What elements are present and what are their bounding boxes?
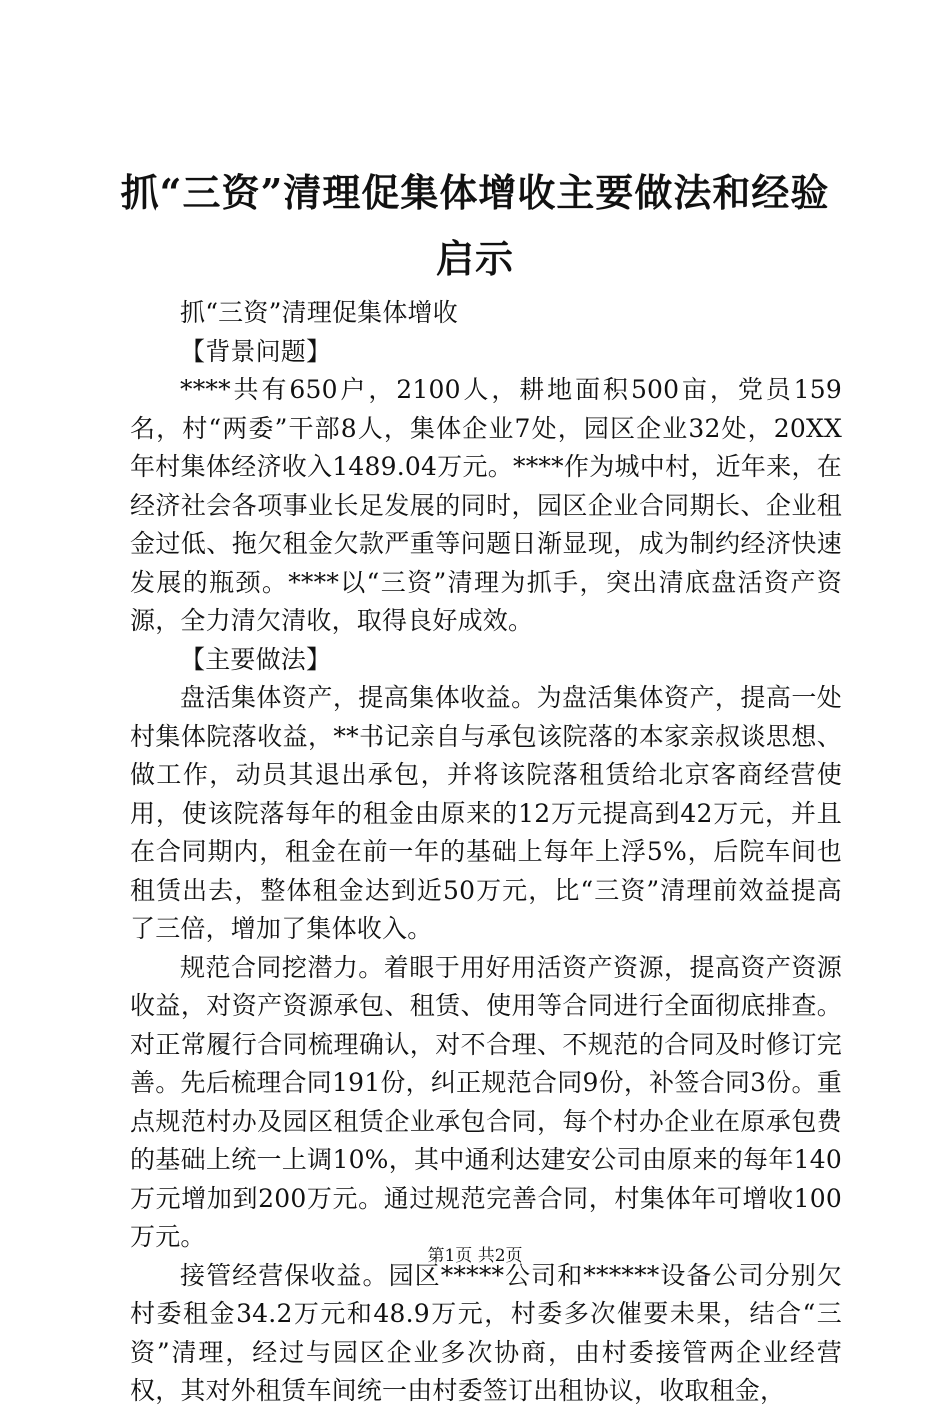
paragraph-contracts: 规范合同挖潜力。着眼于用好用活资产资源，提高资产资源收益，对资产资源承包、租赁、使用等合同进行全面彻底排查。对正常履行合同梳理确认，对不合理、不规范的合同及时修订完善。先后梳理合同191份，纠正规范合同9份，补签合同3份。重点规范村办及园区租赁企业承包合同，每个村办企业在原承包费的基础上统一上调10%，其中通利达建安公司由原来的每年140万元增加到200万元。通过规范完善合同，村集体年可增收100万元。 bbox=[130, 952, 842, 1251]
paragraph-subtitle: 抓“三资”清理促集体增收 bbox=[180, 298, 458, 327]
document-title: 抓“三资”清理促集体增收主要做法和经验启示 bbox=[120, 170, 830, 281]
section-heading-background: 【背景问题】 bbox=[180, 336, 332, 366]
paragraph-assets: 盘活集体资产，提高集体收益。为盘活集体资产，提高一处村集体院落收益，**书记亲自与承包该院落的本家亲叔谈思想、做工作，动员其退出承包，并将该院落租赁给北京客商经营使用，使该院落每年的租金由原来的12万元提高到42万元，并且在合同期内，租金在前一年的基础上每年上浮5%，后院车间也租赁出去，整体租金达到近50万元，比“三资”清理前效益提高了三倍，增加了集体收入。 bbox=[130, 683, 842, 943]
paragraph-background: ****共有650户，2100人，耕地面积500亩，党员159名，村“两委”干部8人，集体企业7处，园区企业32处，20XX年村集体经济收入1489.04万元。****作为城中村，近年来，在经济社会各项事业长足发展的同时，园区企业合同期长、企业租金过低、拖欠租金欠款严重等问题日渐显现，成为制约经济快速发展的瓶颈。****以“三资”清理为抓手，突出清底盘活资产资源，全力清欠清收，取得良好成效。 bbox=[130, 375, 842, 635]
section-heading-methods: 【主要做法】 bbox=[180, 644, 332, 674]
page-footer: 第1页 共2页 bbox=[427, 1246, 523, 1266]
paragraph-takeover: 接管经营保收益。园区*****公司和******设备公司分别欠村委租金34.2万元和48.9万元，村委多次催要未果，结合“三资”清理，经过与园区企业多次协商，由村委接管两企业经营权，其对外租赁车间统一由村委签订出租协议，收取租金， bbox=[130, 1260, 842, 1405]
